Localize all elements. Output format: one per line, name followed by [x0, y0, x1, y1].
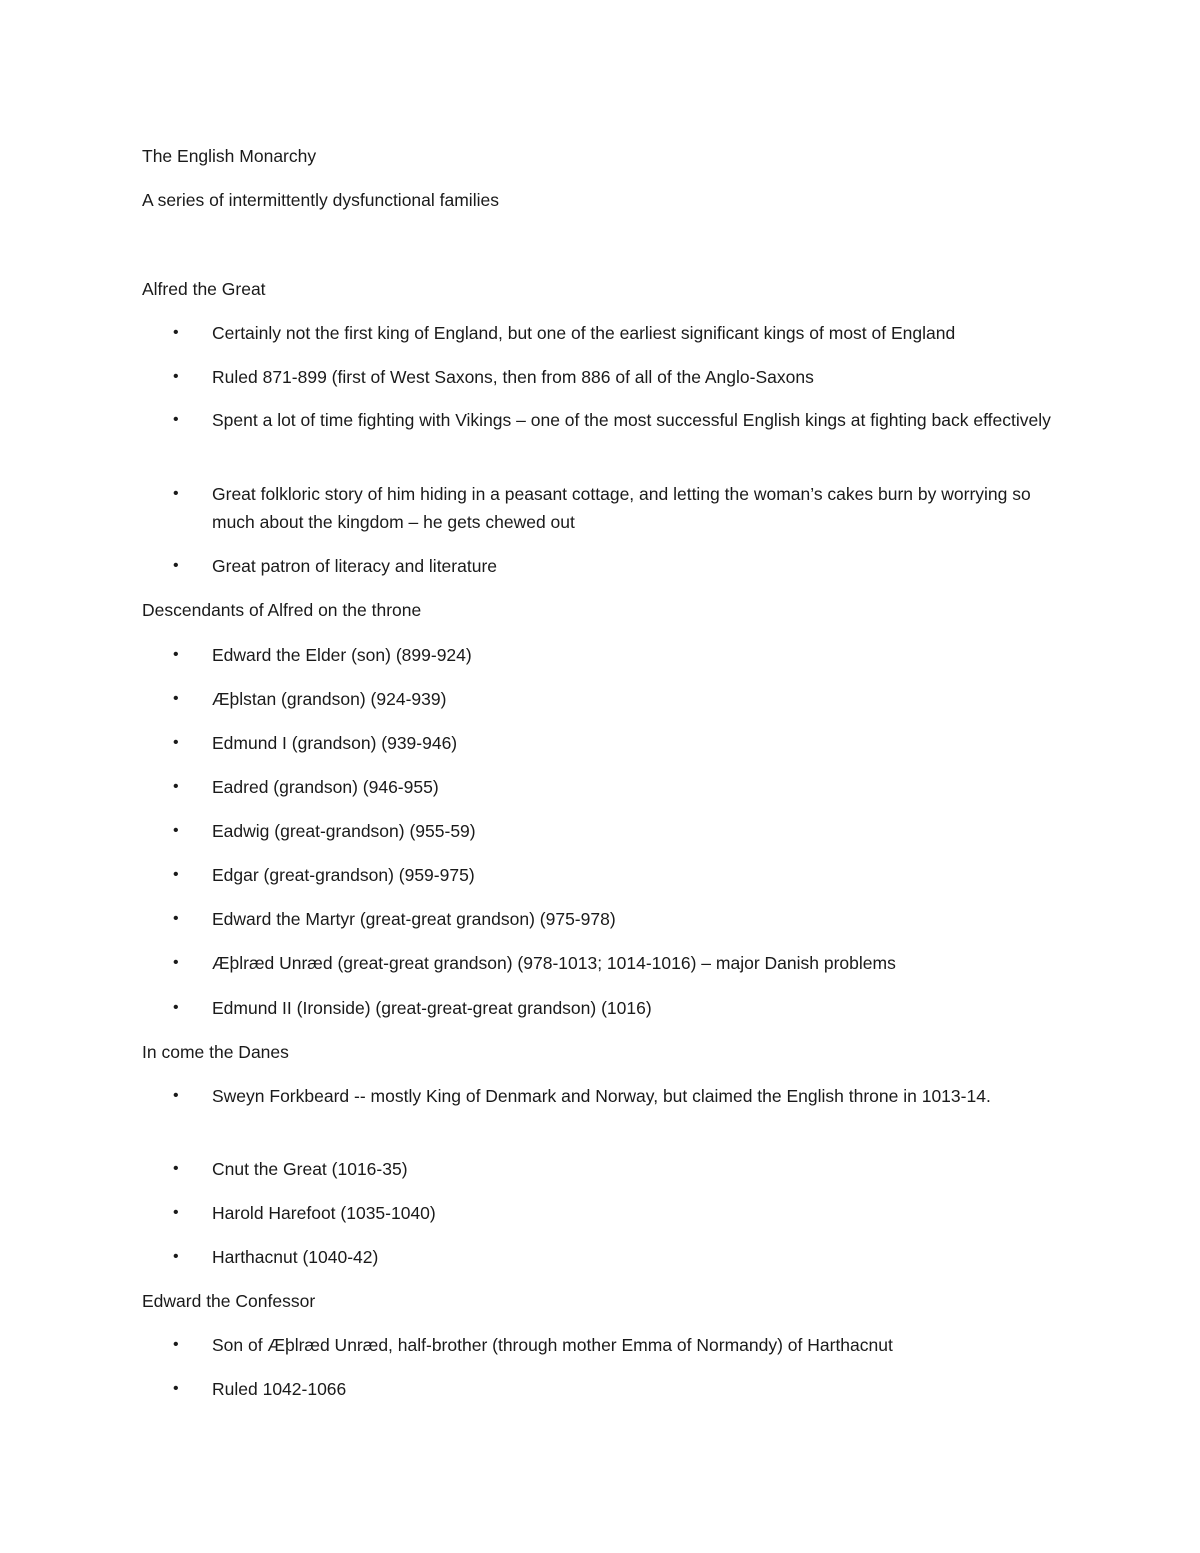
list-item-text: Sweyn Forkbeard -- mostly King of Denmark and Norway, but claimed the English throne in 1013-14. — [212, 1086, 991, 1106]
bullet-icon: • — [173, 1204, 179, 1221]
list-item-text: Eadwig (great-grandson) (955-59) — [212, 821, 476, 841]
bullet-icon: • — [173, 999, 179, 1016]
list-item-text: Edward the Martyr (great-great grandson) (975-978) — [212, 909, 616, 929]
section-heading-danes: In come the Danes — [142, 1042, 289, 1062]
list-item-text: Ruled 871-899 (first of West Saxons, then from 886 of all of the Anglo-Saxons — [212, 367, 814, 387]
list-item-text: Harthacnut (1040-42) — [212, 1247, 379, 1267]
bullet-icon: • — [173, 1336, 179, 1353]
list-item-text: Eadred (grandson) (946-955) — [212, 777, 439, 797]
bullet-icon: • — [173, 1087, 179, 1104]
document-subtitle: A series of intermittently dysfunctional families — [142, 190, 499, 210]
bullet-icon: • — [173, 411, 179, 428]
list-item-text: Æþlræd Unræd (great-great grandson) (978-1013; 1014-1016) – major Danish problems — [212, 953, 896, 973]
bullet-icon: • — [173, 485, 179, 502]
bullet-icon: • — [173, 866, 179, 883]
bullet-icon: • — [173, 1248, 179, 1265]
document-title: The English Monarchy — [142, 146, 317, 166]
list-item-text: Harold Harefoot (1035-1040) — [212, 1203, 436, 1223]
bullet-icon: • — [173, 822, 179, 839]
bullet-icon: • — [173, 557, 179, 574]
bullet-icon: • — [173, 734, 179, 751]
bullet-icon: • — [173, 778, 179, 795]
list-item-text: Ruled 1042-1066 — [212, 1379, 347, 1399]
list-item-text: Æþlstan (grandson) (924-939) — [212, 689, 447, 709]
list-item-text: Certainly not the first king of England, but one of the earliest significant kings of most of England — [212, 323, 956, 343]
bullet-icon: • — [173, 1160, 179, 1177]
list-item-text: Edmund II (Ironside) (great-great-great grandson) (1016) — [212, 998, 652, 1018]
list-item-text: Edgar (great-grandson) (959-975) — [212, 865, 475, 885]
bullet-icon: • — [173, 690, 179, 707]
list-item-text: Great patron of literacy and literature — [212, 556, 498, 576]
bullet-icon: • — [173, 646, 179, 663]
bullet-icon: • — [173, 368, 179, 385]
bullet-icon: • — [173, 1380, 179, 1397]
section-heading-alfred: Alfred the Great — [142, 279, 266, 299]
section-heading-confessor: Edward the Confessor — [142, 1291, 316, 1311]
bullet-icon: • — [173, 324, 179, 341]
list-item-text: Edward the Elder (son) (899-924) — [212, 645, 472, 665]
bullet-icon: • — [173, 954, 179, 971]
bullet-icon: • — [173, 910, 179, 927]
list-item-text: Edmund I (grandson) (939-946) — [212, 733, 458, 753]
list-item-text: Cnut the Great (1016-35) — [212, 1159, 408, 1179]
list-item-text: Spent a lot of time fighting with Vikings – one of the most successful English kings at fighting back effectively — [212, 410, 1051, 430]
list-item-text: Son of Æþlræd Unræd, half-brother (through mother Emma of Normandy) of Harthacnut — [212, 1335, 893, 1355]
section-heading-descendants: Descendants of Alfred on the throne — [142, 600, 422, 620]
list-item-text: Great folkloric story of him hiding in a peasant cottage, and letting the woman’s cakes burn by worrying so much about the kingdom – he gets chewed out — [212, 484, 1031, 532]
